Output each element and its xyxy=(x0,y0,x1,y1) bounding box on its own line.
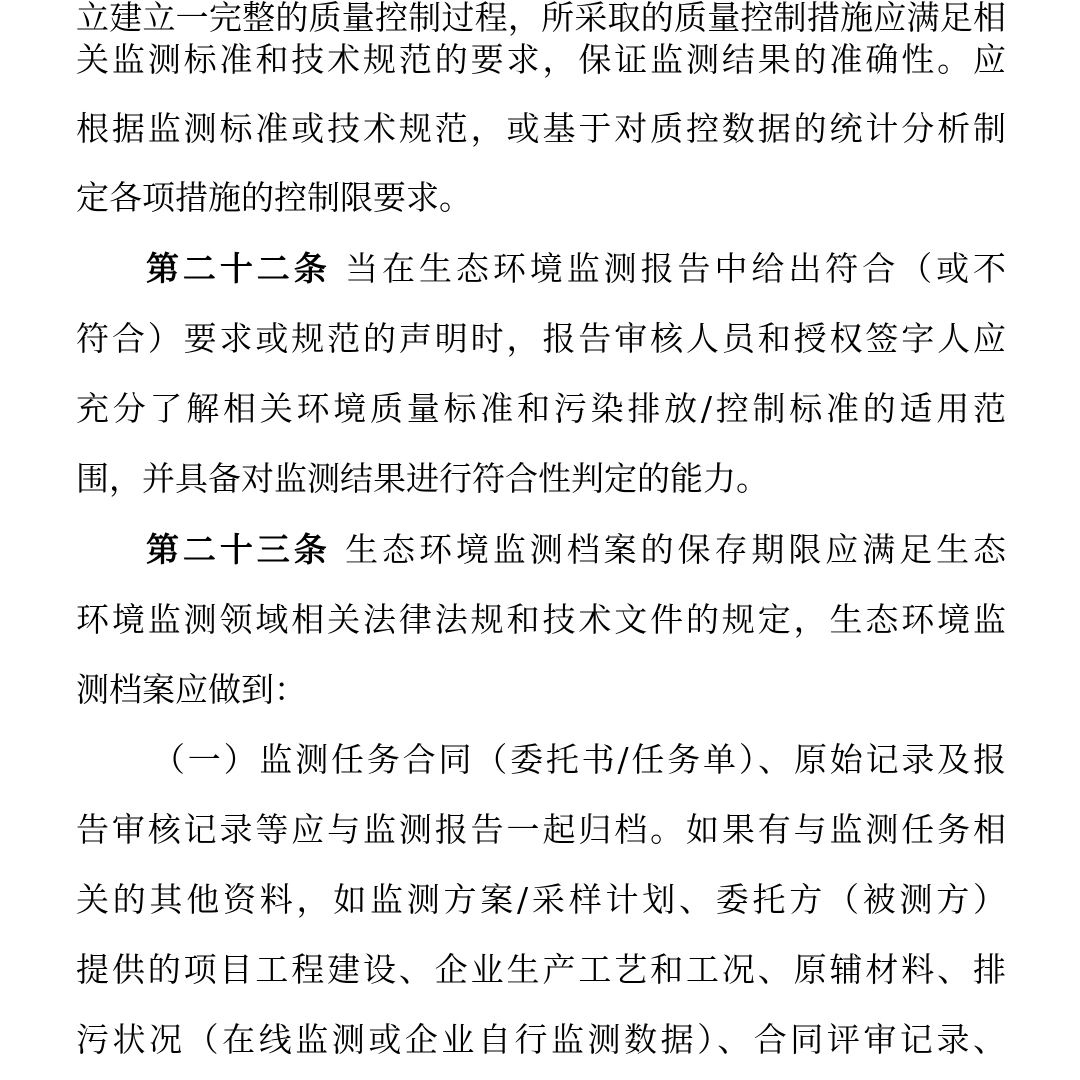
item-1-line-4: 提供的项目工程建设、企业生产工艺和工况、原辅材料、排 xyxy=(76,950,1006,989)
article-23-heading: 第二十三条 xyxy=(146,530,331,569)
item-1-line-3: 关的其他资料，如监测方案/采样计划、委托方（被测方） xyxy=(76,880,1006,919)
article-22-line-4: 围，并具备对监测结果进行符合性判定的能力。 xyxy=(76,459,769,498)
text-line-21-3: 定各项措施的控制限要求。 xyxy=(76,178,472,217)
article-22-line-3: 充分了解相关环境质量标准和污染排放/控制标准的适用范 xyxy=(76,389,1006,428)
article-23-first-line xyxy=(146,516,1006,584)
article-22-first-line xyxy=(146,235,1006,303)
article-23-line-1: 生态环境监测档案的保存期限应满足生态 xyxy=(330,530,1007,569)
article-22-line-1: 当在生态环境监测报告中给出符合（或不 xyxy=(330,249,1007,288)
article-22-heading: 第二十二条 xyxy=(146,249,331,288)
article-23-line-3: 测档案应做到： xyxy=(76,670,307,709)
item-1-line-5: 污状况（在线监测或企业自行监测数据）、合同评审记录、 xyxy=(76,1020,1006,1059)
text-line-21-2: 根据监测标准或技术规范，或基于对质控数据的统计分析制 xyxy=(76,109,1006,148)
item-1-line-2: 告审核记录等应与监测报告一起归档。如果有与监测任务相 xyxy=(76,810,1006,849)
text-line-21-1: 关监测标准和技术规范的要求，保证监测结果的准确性。应 xyxy=(76,40,1006,79)
article-23-line-2: 环境监测领域相关法律法规和技术文件的规定，生态环境监 xyxy=(76,600,1006,639)
text-line-partial-top: 立建立一完整的质量控制过程，所采取的质量控制措施应满足相 xyxy=(76,0,1006,37)
item-1-line-1: （一）监测任务合同（委托书/任务单）、原始记录及报 xyxy=(152,740,1006,779)
article-22-line-2: 符合）要求或规范的声明时，报告审核人员和授权签字人应 xyxy=(76,319,1006,358)
